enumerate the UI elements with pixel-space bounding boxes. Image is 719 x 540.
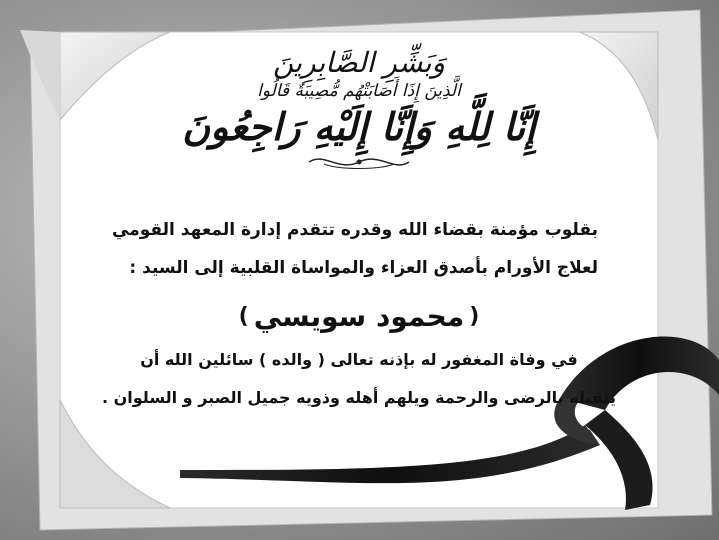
name-paren-close: ) <box>238 304 249 329</box>
honoree-name: محمود سويسي <box>253 300 465 333</box>
message-line-4: يتقبله بالرضى والرحمة ويلهم أهله وذويه جميل الصبر و السلوان . <box>101 388 617 407</box>
verse-line-3-calligraphy: إِنَّا لِلَّهِ وَإِنَّا إِلَيْهِ رَاجِعُونَ <box>182 104 536 149</box>
condolence-card <box>60 32 658 508</box>
verse-line-2: الَّذِينَ إِذَا أَصَابَتْهُم مُّصِيبَةٌ قَالُوا <box>257 81 461 101</box>
message-line-2: لعلاج الأورام بأصدق العزاء والمواساة القلبية إلى السيد : <box>129 258 598 278</box>
quran-verse-header <box>60 46 658 172</box>
honoree-name-row <box>60 300 658 333</box>
message-line-1: بقلوب مؤمنة بقضاء الله وقدره تتقدم إدارة المعهد القومي <box>112 220 598 240</box>
name-paren-open: ( <box>469 304 480 329</box>
message-line-3: في وفاة المغفور له بإذنه تعالى ( والده ) سائلين الله أن <box>140 350 578 369</box>
ornament-flourish-icon <box>304 152 414 172</box>
verse-line-1: وَبَشِّرِ الصَّابِرِينَ <box>272 46 446 79</box>
